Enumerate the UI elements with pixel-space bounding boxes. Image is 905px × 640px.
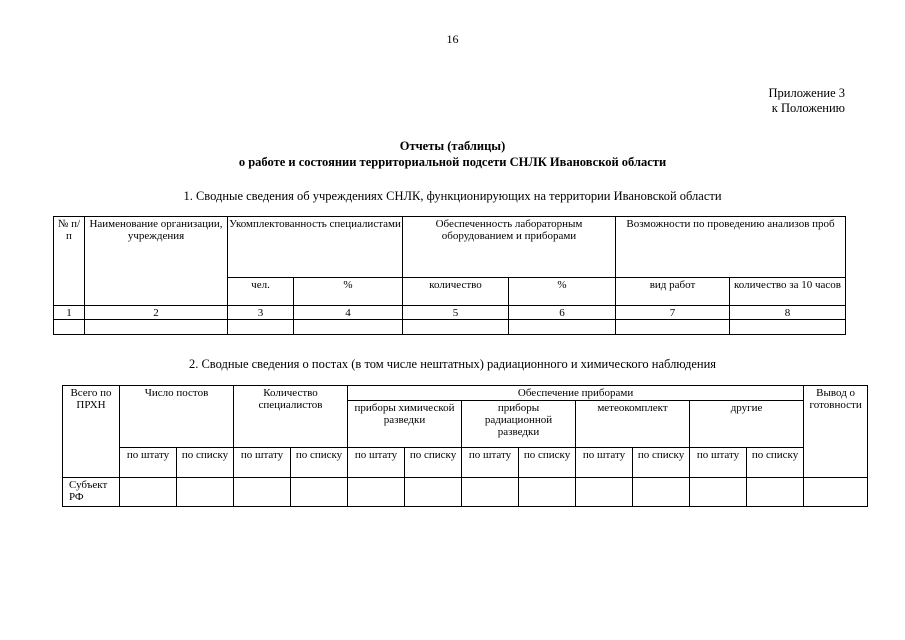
subheader-quantity: количество [403,278,509,306]
col-number: 2 [85,306,228,320]
col-number: 1 [54,306,85,320]
empty-cell[interactable] [348,478,405,507]
institutions-table [53,216,846,335]
header-num: № п/п [54,217,85,306]
empty-cell[interactable] [747,478,804,507]
appendix-note [769,86,845,116]
group-chem: приборы химической разведки [348,401,462,448]
section1-heading: 1. Сводные сведения об учреждениях СНЛК, функционирующих на территории Ивановской области [183,189,722,203]
empty-cell[interactable] [85,320,228,335]
empty-cell[interactable] [462,478,519,507]
header-capabilities: Возможности по проведению анализов проб [616,217,846,278]
page-number: 16 [446,32,459,46]
section2-heading: 2. Сводные сведения о постах (в том числе нештатных) радиационного и химического наблюдения [188,357,717,371]
subheader-by-staff: по штату [462,448,519,478]
title-line-1: Отчеты (таблицы) [399,139,506,153]
subheader-by-list: по списку [291,448,348,478]
subheader-by-list: по списку [177,448,234,478]
subheader-by-list: по списку [633,448,690,478]
subheader-by-staff: по штату [120,448,177,478]
document-title [0,138,905,170]
empty-cell[interactable] [633,478,690,507]
header-specialists: Количество специалистов [234,386,348,448]
header-devices: Обеспечение приборами [348,386,804,401]
col-number: 3 [228,306,294,320]
empty-cell[interactable] [405,478,462,507]
header-staffing: Укомплектованность специалистами [228,217,403,278]
header-posts: Число постов [120,386,234,448]
header-equipment: Обеспеченность лабораторным оборудованием и приборами [403,217,616,278]
empty-cell[interactable] [690,478,747,507]
subheader-people: чел. [228,278,294,306]
subheader-by-staff: по штату [690,448,747,478]
subheader-work-type: вид работ [616,278,730,306]
row-label-subject: Субъект РФ [63,478,120,507]
empty-cell[interactable] [294,320,403,335]
empty-cell[interactable] [730,320,846,335]
col-number: 4 [294,306,403,320]
empty-cell[interactable] [177,478,234,507]
subheader-by-staff: по штату [576,448,633,478]
subheader-by-staff: по штату [348,448,405,478]
empty-cell[interactable] [403,320,509,335]
col-number: 6 [509,306,616,320]
col-number: 7 [616,306,730,320]
col-number: 5 [403,306,509,320]
header-name: Наименование организации, учреждения [85,217,228,306]
posts-table [62,385,868,507]
empty-cell[interactable] [616,320,730,335]
empty-cell[interactable] [234,478,291,507]
subheader-per-10h: количество за 10 часов [730,278,846,306]
empty-cell[interactable] [576,478,633,507]
title-line-2: о работе и состоянии территориальной подсети СНЛК Ивановской области [238,155,667,169]
empty-cell[interactable] [54,320,85,335]
empty-cell[interactable] [804,478,868,507]
header-total: Всего по ПРХН [63,386,120,478]
group-other: другие [690,401,804,448]
empty-cell[interactable] [228,320,294,335]
subheader-by-list: по списку [405,448,462,478]
header-readiness: Вывод о готовности [804,386,868,478]
subheader-pct-equipment: % [509,278,616,306]
empty-cell[interactable] [519,478,576,507]
subheader-by-staff: по штату [234,448,291,478]
subheader-by-list: по списку [519,448,576,478]
subheader-by-list: по списку [747,448,804,478]
appendix-line-1: Приложение 3 [768,86,845,100]
subheader-pct-staffing: % [294,278,403,306]
appendix-line-2: к Положению [771,101,845,115]
empty-cell[interactable] [291,478,348,507]
group-meteo: метеокомплект [576,401,690,448]
empty-cell[interactable] [509,320,616,335]
col-number: 8 [730,306,846,320]
group-rad: приборы радиационной разведки [462,401,576,448]
empty-cell[interactable] [120,478,177,507]
